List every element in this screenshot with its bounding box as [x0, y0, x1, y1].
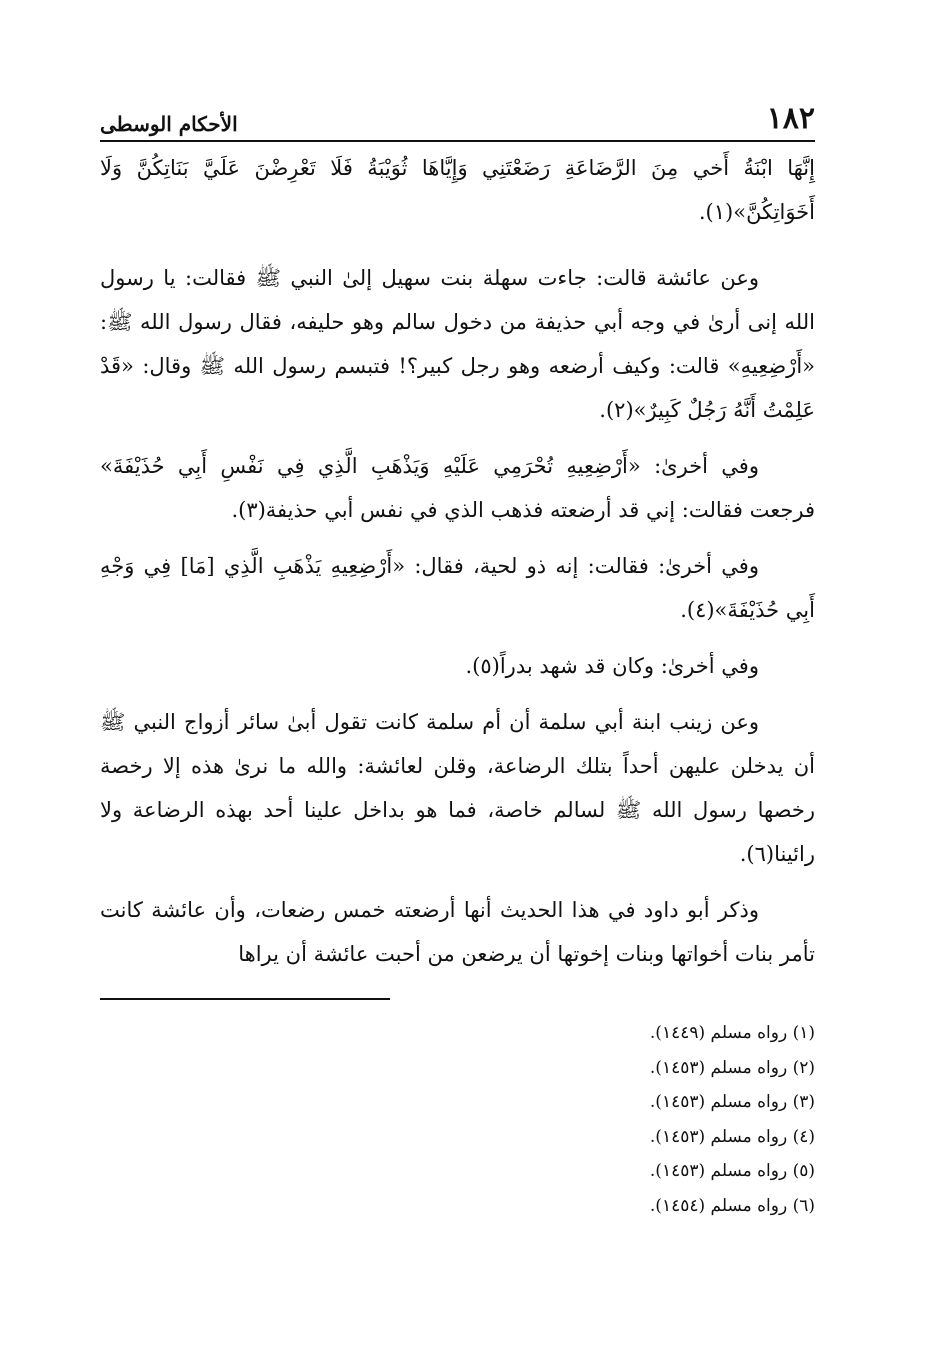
footnote-item: (٤) رواه مسلم (١٤٥٣).: [649, 1126, 815, 1147]
footnote-item: (٥) رواه مسلم (١٤٥٣).: [649, 1161, 815, 1181]
paragraph-hadith-continuation: إِنَّهَا ابْنَةُ أَخي مِنَ الرَّضَاعَةِ رَضَعْتَنِي وَإِيَّاهَا ثُوَيْبَةُ فَلَا تَعْرِضْنَ عَلَيَّ بَنَاتِكُنَّ وَلَا أَخَوَاتِكُنَّ»(١).: [100, 156, 815, 224]
footnote-divider: [100, 998, 390, 1000]
footnote-item: (١) رواه مسلم (١٤٤٩).: [649, 1023, 815, 1043]
paragraph-other-version-3: وفي أخرىٰ: وكان قد شهد بدراً(٥).: [465, 654, 759, 678]
body-text: [100, 146, 815, 976]
footnotes-list: [100, 1016, 815, 1223]
footnote-item: (٦) رواه مسلم (١٤٥٤).: [649, 1195, 815, 1216]
paragraph-other-version-1: وفي أخرىٰ: «أَرْضِعِيهِ تُحْرَمِي عَلَيْهِ وَيَذْهَبِ الَّذِي فِي نَفْسِ أَبِي حُذَيْفَةَ» فرجعت فقالت: إني قد أرضعته فذهب الذي في نفس أبي حذيفة(٣).: [100, 454, 815, 522]
paragraph-aisha-narration: وعن عائشة قالت: جاءت سهلة بنت سهيل إلىٰ النبي ﷺ فقالت: يا رسول الله إنى أرىٰ في وجه أبي حذيفة من دخول سالم وهو حليفه، فقال رسول الله ﷺ: «أَرْضِعِيهِ» قالت: وكيف أرضعه وهو رجل كبير؟! فتبسم رسول الله ﷺ وقال: «قَدْ عَلِمْتُ أَنَّهُ رَجُلٌ كَبِيرٌ»(٢).: [100, 266, 815, 422]
paragraph-abu-dawud: وذكر أبو داود في هذا الحديث أنها أرضعته خمس رضعات، وأن عائشة كانت تأمر بنات أخواتها وبنات إخوتها أن يرضعن من أحبت عائشة أن يراها: [100, 898, 815, 966]
page-header: [100, 90, 815, 142]
book-title: الأحكام الوسطى: [100, 112, 238, 136]
page-number: ١٨٢: [766, 101, 815, 136]
footnote-item: (٢) رواه مسلم (١٤٥٣).: [649, 1057, 815, 1078]
footnote-item: (٣) رواه مسلم (١٤٥٣).: [649, 1092, 815, 1112]
paragraph-other-version-2: وفي أخرىٰ: فقالت: إنه ذو لحية، فقال: «أَرْضِعِيهِ يَذْهَبِ الَّذِي [مَا] فِي وَجْهِ أَبِي حُذَيْفَةَ»(٤).: [100, 554, 815, 622]
paragraph-zaynab-narration: وعن زينب ابنة أبي سلمة أن أم سلمة كانت تقول أبىٰ سائر أزواج النبي ﷺ أن يدخلن عليهن أحداً بتلك الرضاعة، وقلن لعائشة: والله ما نرىٰ هذه إلا رخصة رخصها رسول الله ﷺ لسالم خاصة، فما هو بداخل علينا أحد بهذه الرضاعة ولا رائينا(٦).: [100, 710, 815, 866]
book-page: [100, 90, 815, 1223]
